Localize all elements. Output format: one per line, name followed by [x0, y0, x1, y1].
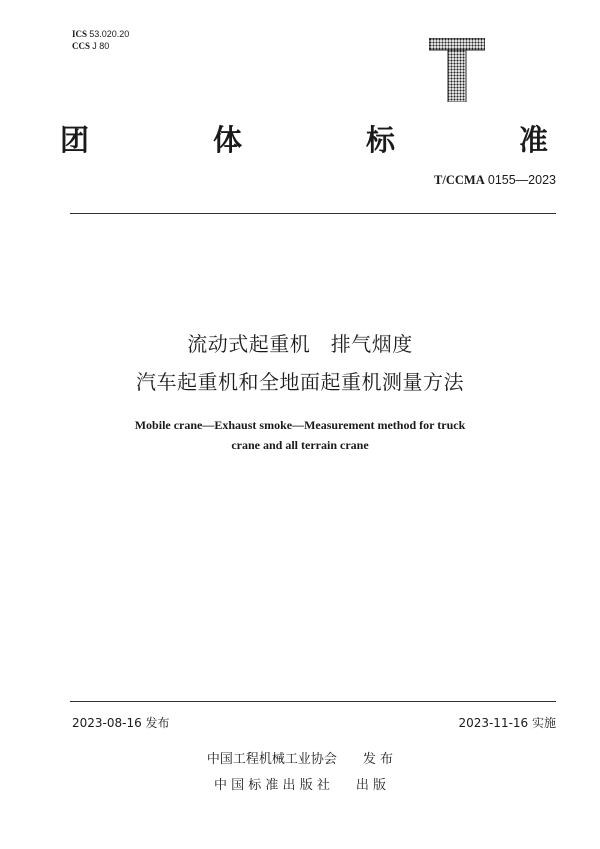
english-title-line2: crane and all terrain crane — [231, 438, 369, 452]
standard-type-char: 标 — [365, 122, 397, 157]
standard-number: T/CCMA 0155—2023 — [434, 173, 556, 187]
english-title — [100, 415, 500, 455]
ics-code: ICS 53.020.20 — [72, 29, 130, 39]
standard-type-char: 体 — [212, 122, 244, 157]
publisher-line1: 中国工程机械工业协会 发 布 — [206, 752, 394, 767]
publisher-line2: 中 国 标 准 出 版 社 出 版 — [214, 778, 386, 793]
standard-type-char: 团 — [60, 122, 92, 157]
standard-letter-logo — [429, 38, 485, 102]
implementation-date: 2023-11-16 实施 — [458, 716, 556, 730]
standard-type — [60, 118, 550, 158]
footer-divider — [70, 701, 556, 702]
classification-codes — [72, 28, 129, 52]
chinese-title-line2: 汽车起重机和全地面起重机测量方法 — [136, 370, 464, 394]
header-divider — [70, 213, 556, 214]
english-title-line1: Mobile crane—Exhaust smoke—Measurement method for truck — [134, 418, 466, 432]
ccs-code: CCS J 80 — [72, 41, 110, 51]
standard-type-char: 准 — [518, 122, 550, 157]
issue-date: 2023-08-16 发布 — [72, 716, 170, 730]
chinese-title-line1: 流动式起重机 排气烟度 — [187, 332, 413, 356]
